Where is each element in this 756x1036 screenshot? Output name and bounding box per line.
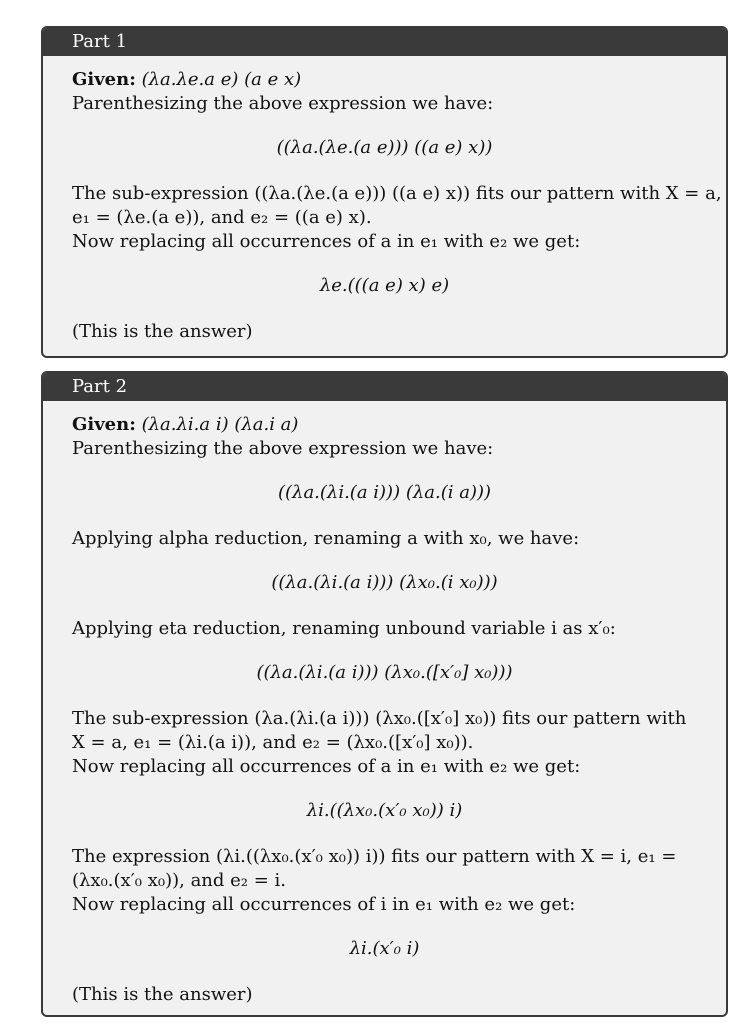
intermediate-result-expression: λi.((λx₀.(x′₀ x₀)) i) <box>306 800 463 821</box>
eta-reduced-expression: ((λa.(λi.(a i))) (λx₀.([x′₀] x₀))) <box>256 662 513 683</box>
part-2-body <box>43 401 726 1007</box>
given-line <box>72 68 697 92</box>
given-expression: (λa.λi.a i) (λa.i a) <box>141 414 299 435</box>
part-1-header: Part 1 <box>43 28 726 56</box>
alpha-reduction-line: Applying alpha reduction, renaming a with x₀, we have: <box>72 528 580 549</box>
answer-note: (This is the answer) <box>72 984 253 1005</box>
result-expression: λe.(((a e) x) e) <box>319 275 450 296</box>
part-1-box <box>41 26 728 358</box>
answer-note: (This is the answer) <box>72 321 253 342</box>
parenthesize-intro: Parenthesizing the above expression we have: <box>72 438 494 459</box>
expression-line-2: (λx₀.(x′₀ x₀)), and e₂ = i. <box>72 870 287 891</box>
eta-reduction-line: Applying eta reduction, renaming unbound variable i as x′₀: <box>72 618 616 639</box>
parenthesized-expression: ((λa.(λi.(a i))) (λa.(i a))) <box>277 482 492 503</box>
part-2-box <box>41 371 728 1017</box>
replace-line-1: Now replacing all occurrences of a in e₁ with e₂ we get: <box>72 756 581 777</box>
subexpression-line-2: e₁ = (λe.(a e)), and e₂ = ((a e) x). <box>72 207 372 228</box>
part-1-body <box>43 56 726 344</box>
alpha-reduced-expression: ((λa.(λi.(a i))) (λx₀.(i x₀))) <box>271 572 498 593</box>
subexpression-line-2: X = a, e₁ = (λi.(a i)), and e₂ = (λx₀.([x′₀] x₀)). <box>72 732 474 753</box>
subexpression-line-1: The sub-expression (λa.(λi.(a i))) (λx₀.([x′₀] x₀)) fits our pattern with <box>72 708 687 729</box>
given-line <box>72 413 697 437</box>
parenthesized-expression: ((λa.(λe.(a e))) ((a e) x)) <box>276 137 493 158</box>
expression-line-1: The expression (λi.((λx₀.(x′₀ x₀)) i)) fits our pattern with X = i, e₁ = <box>72 846 677 867</box>
replace-line: Now replacing all occurrences of a in e₁ with e₂ we get: <box>72 231 581 252</box>
subexpression-line-1: The sub-expression ((λa.(λe.(a e))) ((a e) x)) fits our pattern with X = a, <box>72 183 722 204</box>
parenthesize-intro: Parenthesizing the above expression we have: <box>72 93 494 114</box>
given-expression: (λa.λe.a e) (a e x) <box>141 69 302 90</box>
given-label: Given: <box>72 414 136 435</box>
given-label: Given: <box>72 69 136 90</box>
part-2-header: Part 2 <box>43 373 726 401</box>
final-result-expression: λi.(x′₀ i) <box>349 938 420 959</box>
replace-line-2: Now replacing all occurrences of i in e₁ with e₂ we get: <box>72 894 576 915</box>
